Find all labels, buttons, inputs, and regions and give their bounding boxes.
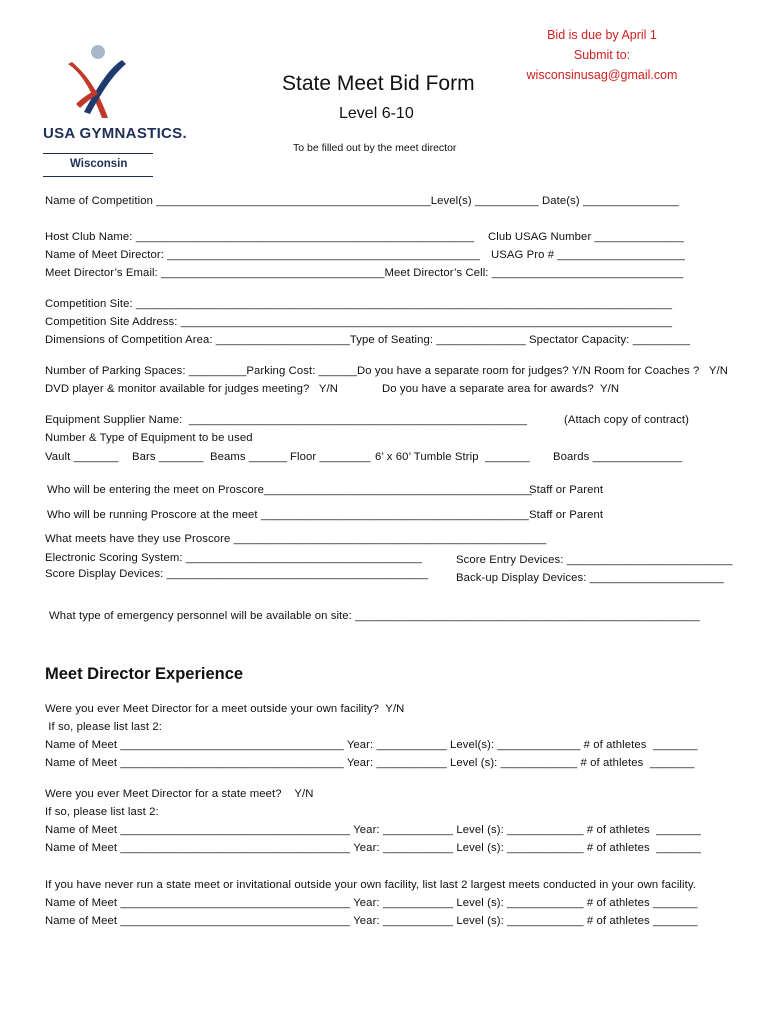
- state-meet-list-label: If so, please list last 2:: [45, 806, 159, 818]
- awards-area-field[interactable]: Do you have a separate area for awards? Y/N: [382, 383, 620, 395]
- page-title: State Meet Bid Form: [282, 72, 475, 95]
- proscore-meets-field[interactable]: What meets have they use Proscore _________________________________________________: [45, 533, 547, 545]
- outside-meet-row-1[interactable]: Name of Meet ___________________________________ Year: ___________ Level(s): _____________ # of athletes _______: [45, 739, 698, 751]
- equipment-supplier-field[interactable]: Equipment Supplier Name: _____________________________________________________: [45, 414, 528, 426]
- section-heading: Meet Director Experience: [45, 665, 244, 683]
- proscore-running-field[interactable]: Who will be running Proscore at the meet __________________________________________: [47, 509, 529, 521]
- instruction-note: To be filled out by the meet director: [293, 142, 457, 154]
- floor-field[interactable]: Floor ________: [290, 451, 371, 463]
- state-meet-question: Were you ever Meet Director for a state meet? Y/N: [45, 788, 314, 800]
- state-meet-row-2[interactable]: Name of Meet ____________________________________ Year: ___________ Level (s): ____________ # of athletes _______: [45, 842, 701, 854]
- submit-to-label: Submit to:: [573, 48, 631, 62]
- meet-director-contact-field[interactable]: Meet Director’s Email: ___________________________________Meet Director’s Cell: ______________________________: [45, 267, 684, 279]
- score-display-devices-field[interactable]: Score Display Devices: _________________________________________: [45, 568, 429, 580]
- bid-due-date: Bid is due by April 1: [547, 28, 657, 42]
- beams-field[interactable]: Beams ______: [210, 451, 288, 463]
- bars-field[interactable]: Bars _______: [132, 451, 204, 463]
- logo-divider-top: [43, 153, 153, 154]
- own-facility-row-1[interactable]: Name of Meet ____________________________________ Year: ___________ Level (s): ____________ # of athletes _______: [45, 897, 698, 909]
- club-usag-number-field[interactable]: Club USAG Number ______________: [488, 231, 684, 243]
- competition-area-field[interactable]: Dimensions of Competition Area: _____________________Type of Seating: ______________ Spectator Capacity: _________: [45, 334, 691, 346]
- coaches-room-field[interactable]: Room for Coaches ? Y/N: [594, 365, 729, 377]
- meet-director-field[interactable]: Name of Meet Director: _________________________________________________: [45, 249, 480, 261]
- parking-field[interactable]: Number of Parking Spaces: _________Parking Cost: ______Do you have a separate room for judges? Y/N: [45, 365, 591, 377]
- logo-text: USA GYMNASTICS.: [43, 125, 187, 142]
- usag-pro-field[interactable]: USAG Pro # ____________________: [491, 249, 686, 261]
- logo-subtitle: Wisconsin: [70, 158, 128, 170]
- proscore-running-staff-option[interactable]: Staff or Parent: [529, 509, 604, 521]
- competition-field[interactable]: Name of Competition ___________________________________________Level(s) __________ Date(s) _______________: [45, 195, 679, 207]
- proscore-entering-staff-option[interactable]: Staff or Parent: [529, 484, 604, 496]
- boards-field[interactable]: Boards ______________: [553, 451, 682, 463]
- state-meet-row-1[interactable]: Name of Meet ____________________________________ Year: ___________ Level (s): ____________ # of athletes _______: [45, 824, 701, 836]
- host-club-field[interactable]: Host Club Name: _____________________________________________________: [45, 231, 475, 243]
- dvd-player-field[interactable]: DVD player & monitor available for judges meeting? Y/N: [45, 383, 338, 395]
- outside-meet-list-label: If so, please list last 2:: [45, 721, 162, 733]
- emergency-personnel-field[interactable]: What type of emergency personnel will be available on site: ______________________________________________________: [49, 610, 700, 622]
- logo-divider-bottom: [43, 176, 153, 177]
- outside-meet-question: Were you ever Meet Director for a meet outside your own facility? Y/N: [45, 703, 405, 715]
- equipment-type-label: Number & Type of Equipment to be used: [45, 432, 253, 444]
- score-entry-devices-field[interactable]: Score Entry Devices: __________________________: [456, 554, 733, 566]
- electronic-scoring-field[interactable]: Electronic Scoring System: _____________________________________: [45, 552, 422, 564]
- level-subtitle: Level 6-10: [339, 105, 414, 122]
- competition-site-field[interactable]: Competition Site: ____________________________________________________________________________________: [45, 298, 673, 310]
- proscore-entering-field[interactable]: Who will be entering the meet on Proscore__________________________________________: [47, 484, 533, 496]
- outside-meet-row-2[interactable]: Name of Meet ___________________________________ Year: ___________ Level (s): ____________ # of athletes _______: [45, 757, 695, 769]
- submission-email: wisconsinusag@gmail.com: [526, 68, 678, 82]
- tumble-strip-field[interactable]: 6’ x 60’ Tumble Strip _______: [375, 451, 530, 463]
- attach-contract-note: (Attach copy of contract): [564, 414, 689, 426]
- gymnast-icon: [62, 42, 132, 124]
- backup-display-devices-field[interactable]: Back-up Display Devices: _____________________: [456, 572, 724, 584]
- vault-field[interactable]: Vault _______: [45, 451, 119, 463]
- own-facility-row-2[interactable]: Name of Meet ____________________________________ Year: ___________ Level (s): ____________ # of athletes _______: [45, 915, 698, 927]
- own-facility-question: If you have never run a state meet or invitational outside your own facility, list last 2 largest meets conducted in your own facility.: [45, 879, 697, 891]
- competition-site-address-field[interactable]: Competition Site Address: _____________________________________________________________________________: [45, 316, 673, 328]
